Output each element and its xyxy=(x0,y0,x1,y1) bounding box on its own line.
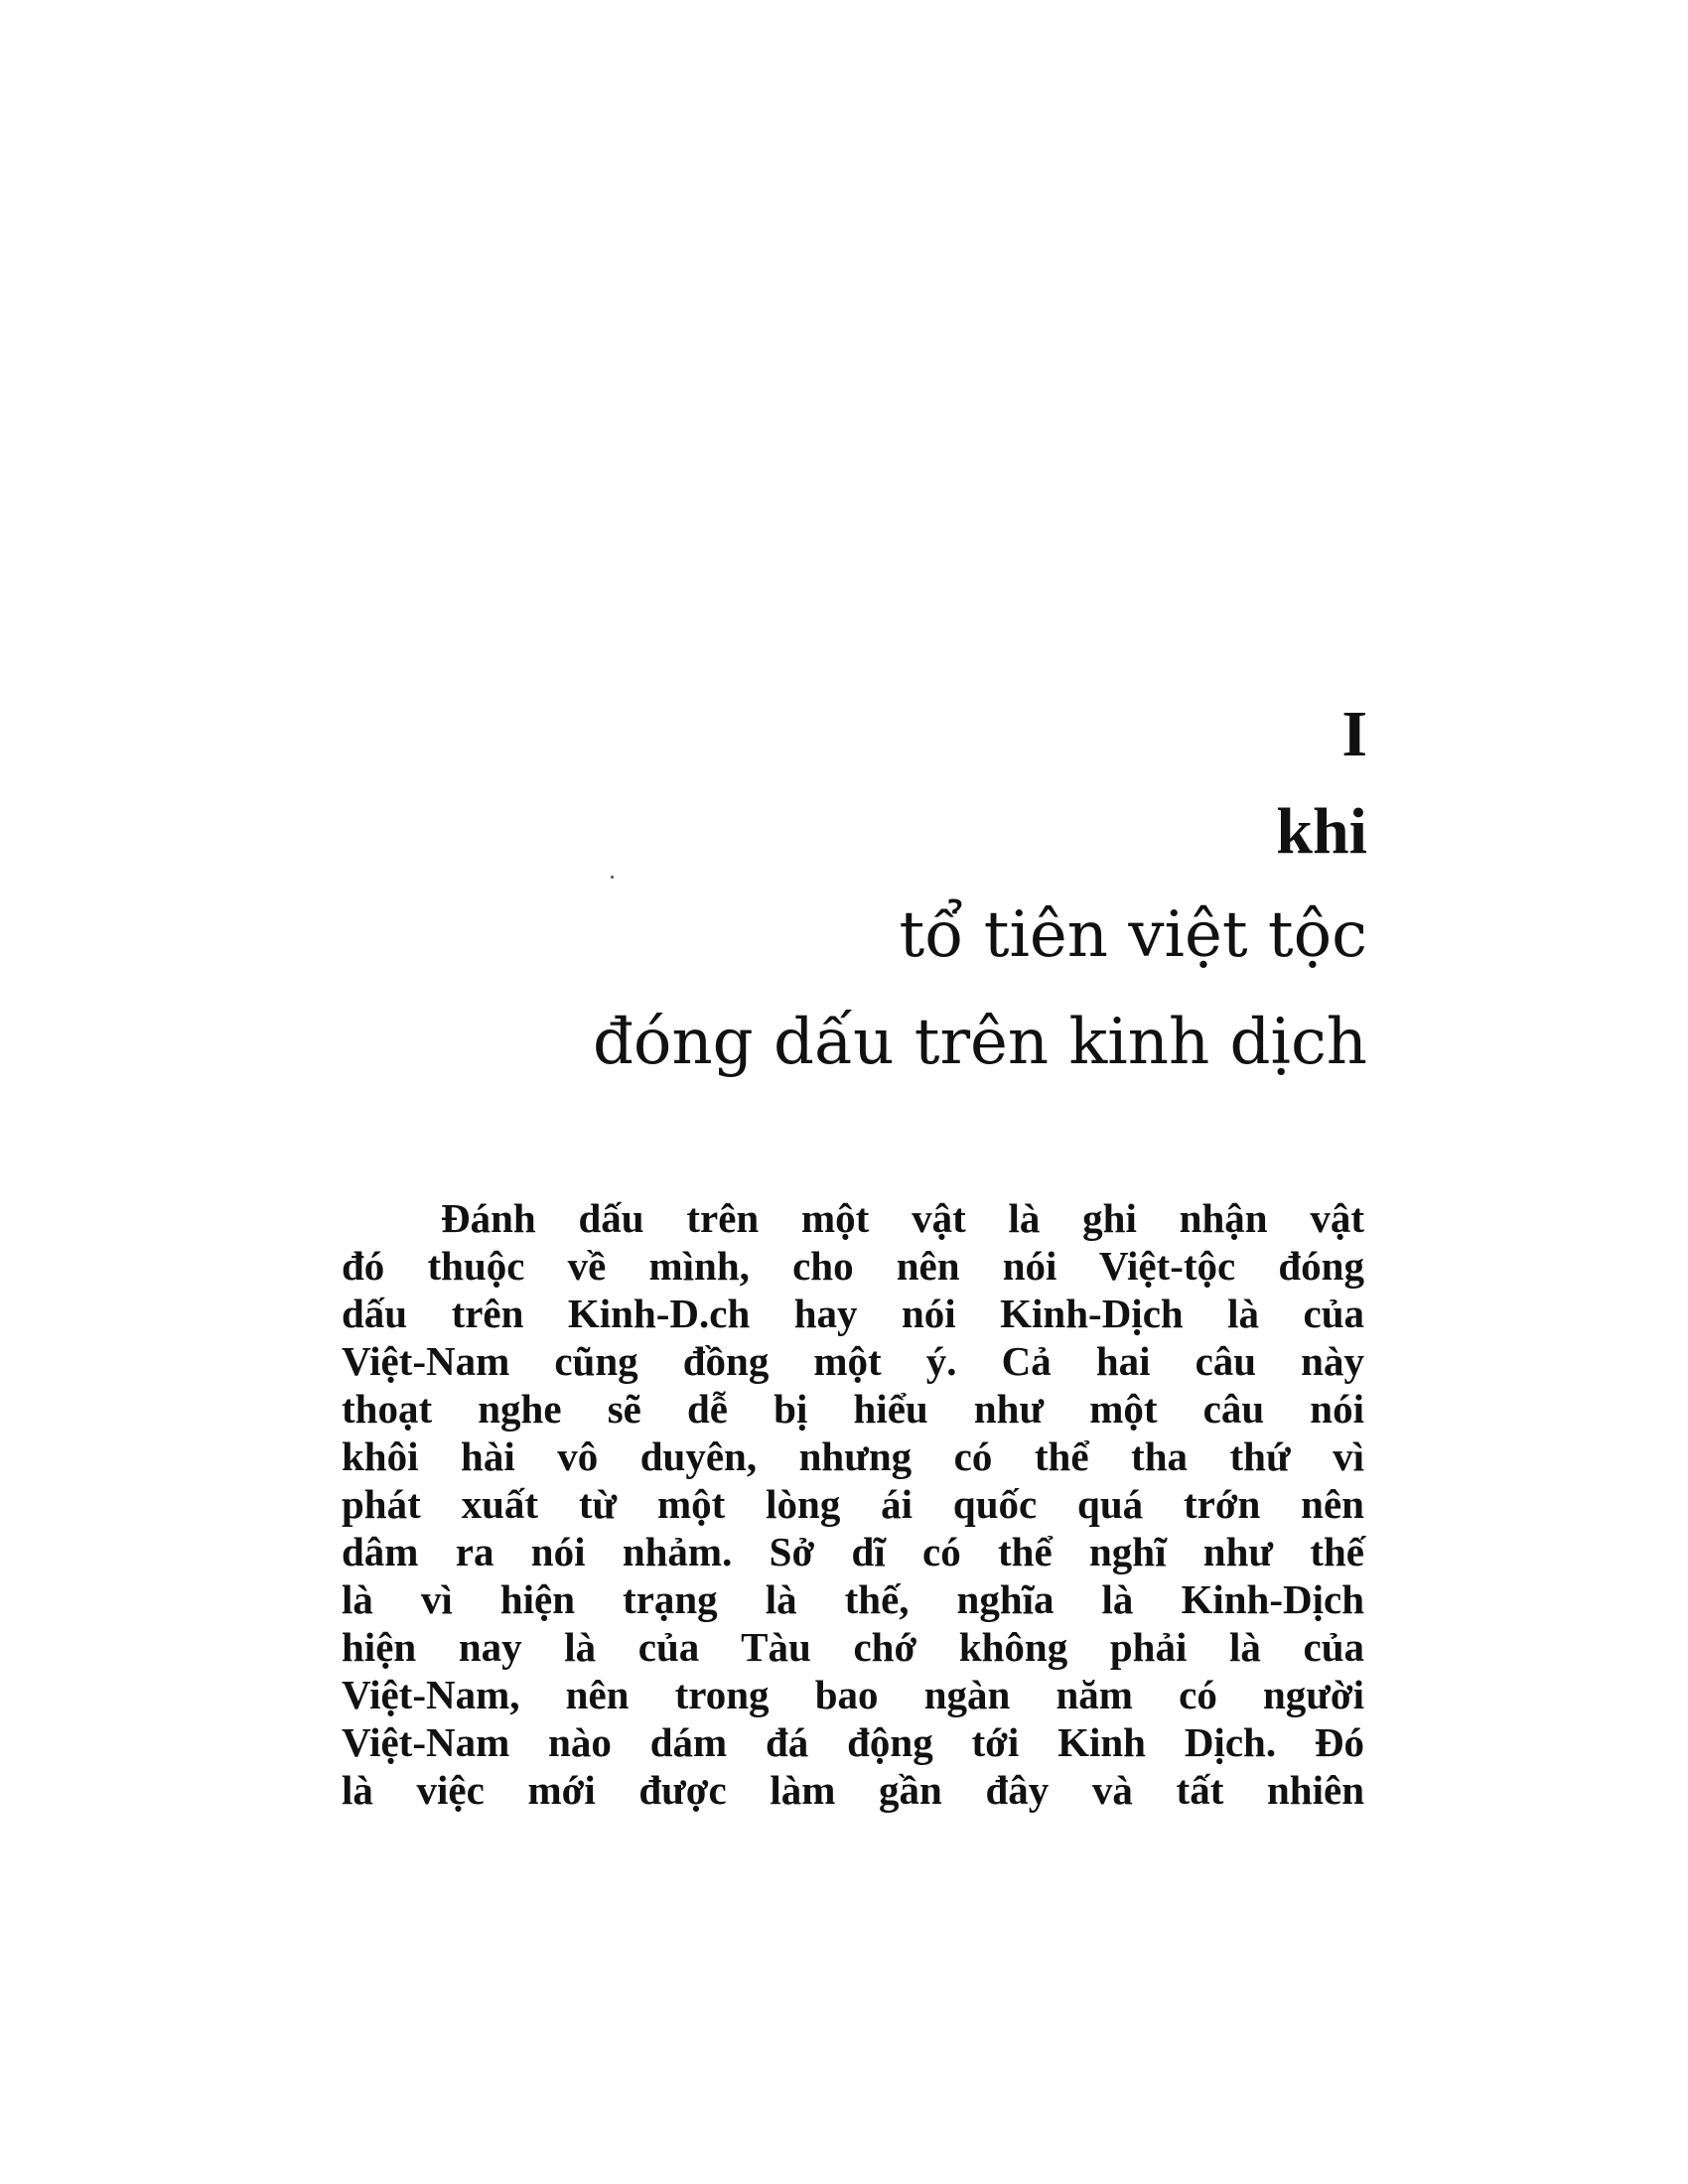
scan-speck xyxy=(611,876,614,879)
text-line: Việt-Nam cũng đồng một ý. Cả hai câu này xyxy=(342,1338,1364,1384)
text-line: dấu trên Kinh-D.ch hay nói Kinh-Dịch là của xyxy=(342,1291,1364,1336)
text-line: đó thuộc về mình, cho nên nói Việt-tộc đóng xyxy=(342,1243,1364,1289)
text-line: Việt-Nam, nên trong bao ngàn năm có người xyxy=(342,1672,1364,1717)
text-line: Việt-Nam nào dám đá động tới Kinh Dịch. Đó xyxy=(342,1719,1364,1765)
chapter-title-line-3: đóng dấu trên kinh dịch xyxy=(592,1006,1367,1079)
text-line: phát xuất từ một lòng ái quốc quá trớn nên xyxy=(342,1481,1364,1527)
text-line: là vì hiện trạng là thế, nghĩa là Kinh-Dịch xyxy=(342,1576,1364,1622)
chapter-title-line-2: tổ tiên việt tộc xyxy=(899,898,1367,972)
text-line: thoạt nghe sẽ dễ bị hiểu như một câu nói xyxy=(342,1386,1364,1432)
chapter-title-line-1: khi xyxy=(1276,795,1367,868)
body-paragraph xyxy=(342,1194,1364,1814)
text-line: khôi hài vô duyên, nhưng có thể tha thứ vì xyxy=(342,1433,1364,1479)
text-line: là việc mới được làm gần đây và tất nhiên xyxy=(342,1767,1364,1813)
chapter-number: I xyxy=(1341,698,1367,770)
text-line: hiện nay là của Tàu chớ không phải là của xyxy=(342,1624,1364,1670)
text-line: dâm ra nói nhảm. Sở dĩ có thể nghĩ như thế xyxy=(342,1529,1364,1574)
text-line: Đánh dấu trên một vật là ghi nhận vật xyxy=(441,1195,1364,1241)
